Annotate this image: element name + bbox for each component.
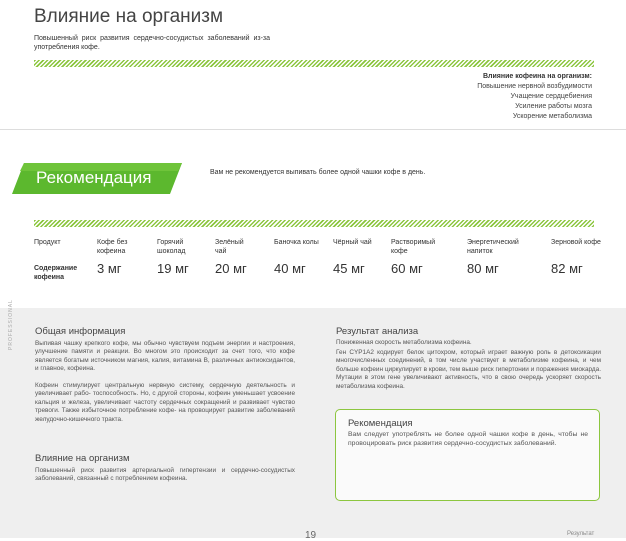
product-name: Горячий шоколад [157,239,186,255]
effects-heading: Влияние кофеина на организм: [482,73,592,80]
influence-heading: Влияние на организм [35,453,130,464]
effects-list [477,72,592,122]
product-name: Зелёный чай [215,239,244,255]
product-value: 40 мг [274,261,306,276]
product-name: Баночка колы [274,239,319,246]
effect-item: Ускорение метаболизма [512,113,592,120]
recommendation-text: Вам не рекомендуется выпивать более одной чашки кофе в день. [210,169,426,176]
product-name: Энергетический напиток [467,239,519,255]
effect-item: Учащение сердцебиения [510,93,592,100]
product-value: 19 мг [157,261,189,276]
general-info-paragraph: Кофеин стимулирует центральную нервную систему, сердечную деятельность и увеличивает рабо- тоспособность. Но, с другой стороны, кофеин уменьшает усвоение кальция и железа, увеличивает частоту сердечных сокращений и развивает чувство тревоги. Также избыточное потребление кофе- на провоцирует развитие заболеваний желудочно-кишечного тракта. [35,382,295,423]
product-name: Растворимый кофе [391,239,436,255]
effect-item: Повышение нервной возбудимости [477,83,592,90]
divider-stripe [34,220,594,227]
divider-stripe [34,60,594,67]
rec-box-text: Вам следует употреблять не более одной чашки кофе в день, чтобы не провоцировать риск развития сердечно-сосудистых заболеваний. [348,431,588,447]
analysis-text: Ген CYP1A2 кодирует белок цитохром, который играет важную роль в детоксикации многочисленных соединений, в том числе участвует в метаболизме кофеина, и чем больше кофеин циркулирует в крови, тем выше риск гипертонии и поражения миокарда. Мутации в этом гене увеличивают активность, что в свою очередь ускоряет скорость метаболизма кофеина. [336,349,601,390]
side-label: PROFESSIONAL [8,299,14,350]
product-value: 60 мг [391,261,423,276]
page-number: 19 [305,530,317,541]
content-label: Содержание кофеина [34,265,78,281]
corner-label: Результат [567,531,595,537]
product-value: 45 мг [333,261,365,276]
product-name: Кофе без кофеина [97,239,128,255]
recommendation-banner-label: Рекомендация [36,168,152,187]
influence-text: Повышенный риск развития артериальной гипертензии и сердечно-сосудистых заболеваний, связанный с потреблением кофеина. [35,467,295,483]
product-header: Продукт [34,239,61,246]
analysis-subtitle: Пониженная скорость метаболизма кофеина. [336,339,472,346]
product-name: Зерновой кофе [551,239,601,246]
section-separator [0,129,626,130]
product-value: 80 мг [467,261,499,276]
general-info-heading: Общая информация [35,326,126,337]
intro-text: Повышенный риск развития сердечно-сосудистых заболеваний из-за употребления кофе. [34,35,270,51]
general-info-paragraph: Выпивая чашку крепкого кофе, мы обычно чувствуем подъем энергии и настроения, улучшение памяти и реакции. Во многом это происходит за счет того, что кофе является богатым источником магния, калия, витамина B, различных антиоксидантов, и главное, кофеина. [35,340,295,373]
product-name: Чёрный чай [333,239,372,246]
product-value: 3 мг [97,261,122,276]
product-value: 20 мг [215,261,247,276]
rec-box-heading: Рекомендация [348,418,413,429]
page-title: Влияние на организм [34,6,224,27]
analysis-heading: Результат анализа [336,326,419,337]
effect-item: Усиление работы мозга [515,103,592,110]
product-value: 82 мг [551,261,583,276]
